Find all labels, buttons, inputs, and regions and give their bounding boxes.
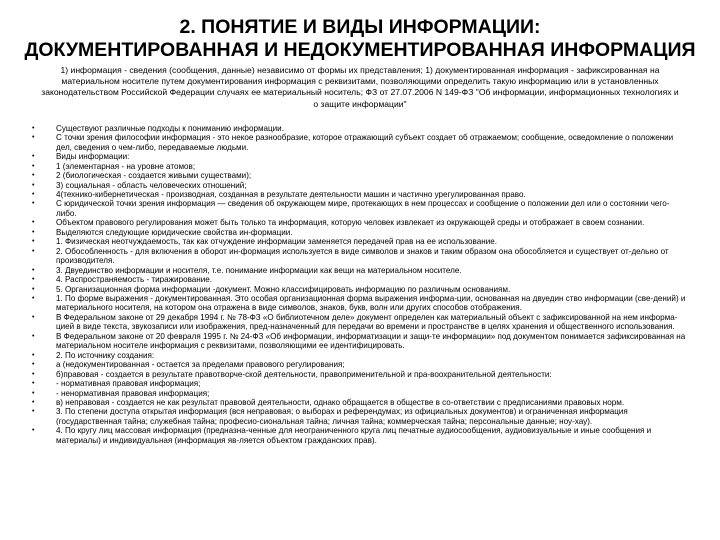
list-item-text: 1 (элементарная - на уровне атомов; — [56, 161, 196, 171]
bullet-icon: • — [32, 134, 35, 142]
bullet-icon: • — [32, 247, 35, 255]
bullet-icon: • — [32, 190, 35, 198]
list-item-text: в) неправовая - создается не как результат правовой деятельности, однако обращается в обществе в со-ответствии с предписаниями правовых норм. — [56, 397, 625, 407]
bullet-icon: • — [32, 294, 35, 302]
list-item — [18, 162, 702, 171]
list-item — [18, 389, 702, 398]
list-item-text: 2. По источнику создания: — [56, 350, 155, 360]
list-item-text: - ненормативная правовая информация; — [56, 388, 210, 398]
list-item-text: а (недокументированная - остается за пределами правового регулирования; — [56, 360, 345, 370]
list-item — [18, 285, 702, 294]
list-item — [18, 228, 702, 237]
bullet-list — [18, 124, 702, 445]
bullet-icon: • — [32, 408, 35, 416]
bullet-icon: • — [32, 153, 35, 161]
list-item — [18, 294, 702, 313]
list-item — [18, 152, 702, 161]
bullet-icon: • — [32, 124, 35, 132]
bullet-icon: • — [32, 200, 35, 208]
list-item — [18, 190, 702, 199]
list-item-text: В Федеральном законе от 20 февраля 1995 г. № 24-ФЗ «Об информации, информатизации и защи-те информации» под документом понимается зафиксированная на материальном носителе информация с реквизитами, позволяющими ее идентифицировать. — [56, 331, 686, 351]
list-item — [18, 237, 702, 246]
list-item-text: б)правовая - создается в результате правотворче-ской деятельности, правоприменительной и пра-воохранительной деятельности: — [56, 369, 552, 379]
bullet-icon: • — [32, 238, 35, 246]
list-item — [18, 247, 702, 266]
list-item-text: - нормативная правовая информация; — [56, 379, 201, 389]
list-item — [18, 379, 702, 388]
list-item-text: 4. По кругу лиц массовая информация (предназна-ченные для неограниченного круга лиц печатные аудиосообщения, аудиовизуальные и иные сообщения и материалы) и индивидуальная (информация яв-ляется объектом гражданских прав). — [56, 426, 652, 445]
list-item-text: С юридической точки зрения информация — сведения об окружающем мире, протекающих в нем процессах и сообщение о положении дел или о состоянии чего-либо. — [56, 199, 670, 218]
bullet-icon: • — [32, 380, 35, 388]
list-item — [18, 275, 702, 284]
list-item — [18, 398, 702, 407]
list-item-text: 2 (биологическая - создается живыми существами); — [56, 171, 252, 181]
list-item-text: 4(технико-кибернетическая - производная, созданная в результате деятельности машин и частично урегулированная право. — [56, 189, 526, 199]
list-item-text: Объектом правового регулирования может быть только та информация, которую человек извлекает из окружающей среды и отображает в своем сознании. — [56, 218, 645, 228]
bullet-icon: • — [32, 361, 35, 369]
list-item-text: 1. По форме выражения - документированная. Это особая организационная форма выражения информа-ции, основанная на двуедин ство информации (све-дений) и материального носителя, на котором она отражена в виде символов, знаков, букв, волн или других способов отображения. — [56, 293, 686, 313]
list-item — [18, 426, 702, 445]
bullet-icon: • — [32, 313, 35, 321]
slide-title — [18, 0, 702, 62]
list-item-text: 5. Организационная форма информации -документ. Можно классифицировать информацию по различным основаниям. — [56, 284, 511, 294]
list-item-text: В Федеральном законе от 29 декабря 1994 г. № 78-ФЗ «О библиотечном деле» документ определен как материальный объект с зафиксированной на нем информа-цией в виде текста, звукозаписи или изображения, пред-назначенный для передачи во времени и пространстве в целях хранения и общественного использования. — [56, 312, 678, 332]
bullet-icon: • — [32, 285, 35, 293]
bullet-icon: • — [32, 332, 35, 340]
list-item-text: 3) социальная - область человеческих отношений; — [56, 180, 247, 190]
list-item-text: 2. Обособленность - для включения в оборот ин-формация используется в виде символов и знаков и таким образом она обособляется и существует от-дельно от производителя. — [56, 246, 669, 266]
list-item-text: 1. Физическая неотчуждаемость, так как отчуждение информации заменяется передачей прав на ее использование. — [56, 237, 497, 247]
list-item — [18, 266, 702, 275]
list-item — [18, 407, 702, 426]
intro-definitions: 1) информация - сведения (сообщения, данные) независимо от формы их представления; 1) документированная информация - зафиксированная на материальном носителе путем документирования информация с реквизитами, позволяющими определить такую информацию или в установленных законодательством Российской Федерации случаях ее материальный носитель; ФЗ от 27.07.2006 N 149-ФЗ "Об информации, информационных технологиях и о защите информации" — [41, 65, 679, 109]
bullet-icon: • — [32, 398, 35, 406]
list-item-text: С точки зрения философии информация - это некое разнообразие, которое отражающий субъект создает об отражаемом; сообщение, осведомление о положении дел, сведения о чем-либо, передаваемые людьми. — [56, 133, 674, 152]
list-item-text: Выделяются следующие юридические свойства ин-формации. — [56, 227, 293, 237]
list-item — [18, 313, 702, 332]
slide-title-line-2: ДОКУМЕНТИРОВАННАЯ И НЕДОКУМЕНТИРОВАННАЯ ИНФОРМАЦИЯ — [24, 39, 696, 61]
bullet-icon: • — [32, 351, 35, 359]
list-item — [18, 332, 702, 351]
list-item — [18, 199, 702, 218]
list-item — [18, 218, 702, 227]
bullet-icon: • — [32, 370, 35, 378]
list-item — [18, 360, 702, 369]
bullet-icon: • — [32, 276, 35, 284]
list-item-text: 3. Двуединство информации и носителя, т.е. понимание информации как вещи на материальном носителе. — [56, 265, 462, 275]
bullet-icon: • — [32, 219, 35, 227]
list-item-text: Существуют различные подходы к пониманию информации. — [56, 123, 284, 133]
list-item-text: 3. По степени доступа открытая информация (вся неправовая; о выборах и референдумах; из официальных документов) и ограниченная информация (государственная тайна; служебная тайна; професио-сиональная тайна; личная тайна; коммерческая тайна; персональные данные; ноу-хау). — [56, 407, 628, 426]
list-item — [18, 351, 702, 360]
list-item — [18, 133, 702, 152]
list-item — [18, 171, 702, 180]
bullet-icon: • — [32, 162, 35, 170]
bullet-icon: • — [32, 172, 35, 180]
list-item-text: Виды информации: — [56, 152, 130, 162]
bullet-icon: • — [32, 389, 35, 397]
list-item — [18, 181, 702, 190]
bullet-icon: • — [32, 228, 35, 236]
slide-title-line-1: 2. ПОНЯТИЕ И ВИДЫ ИНФОРМАЦИИ: — [179, 16, 541, 38]
list-item — [18, 370, 702, 379]
bullet-icon: • — [32, 427, 35, 435]
bullet-icon: • — [32, 181, 35, 189]
bullet-icon: • — [32, 266, 35, 274]
list-item-text: 4. Распространяемость - тиражирование. — [56, 275, 213, 285]
list-item — [18, 124, 702, 133]
